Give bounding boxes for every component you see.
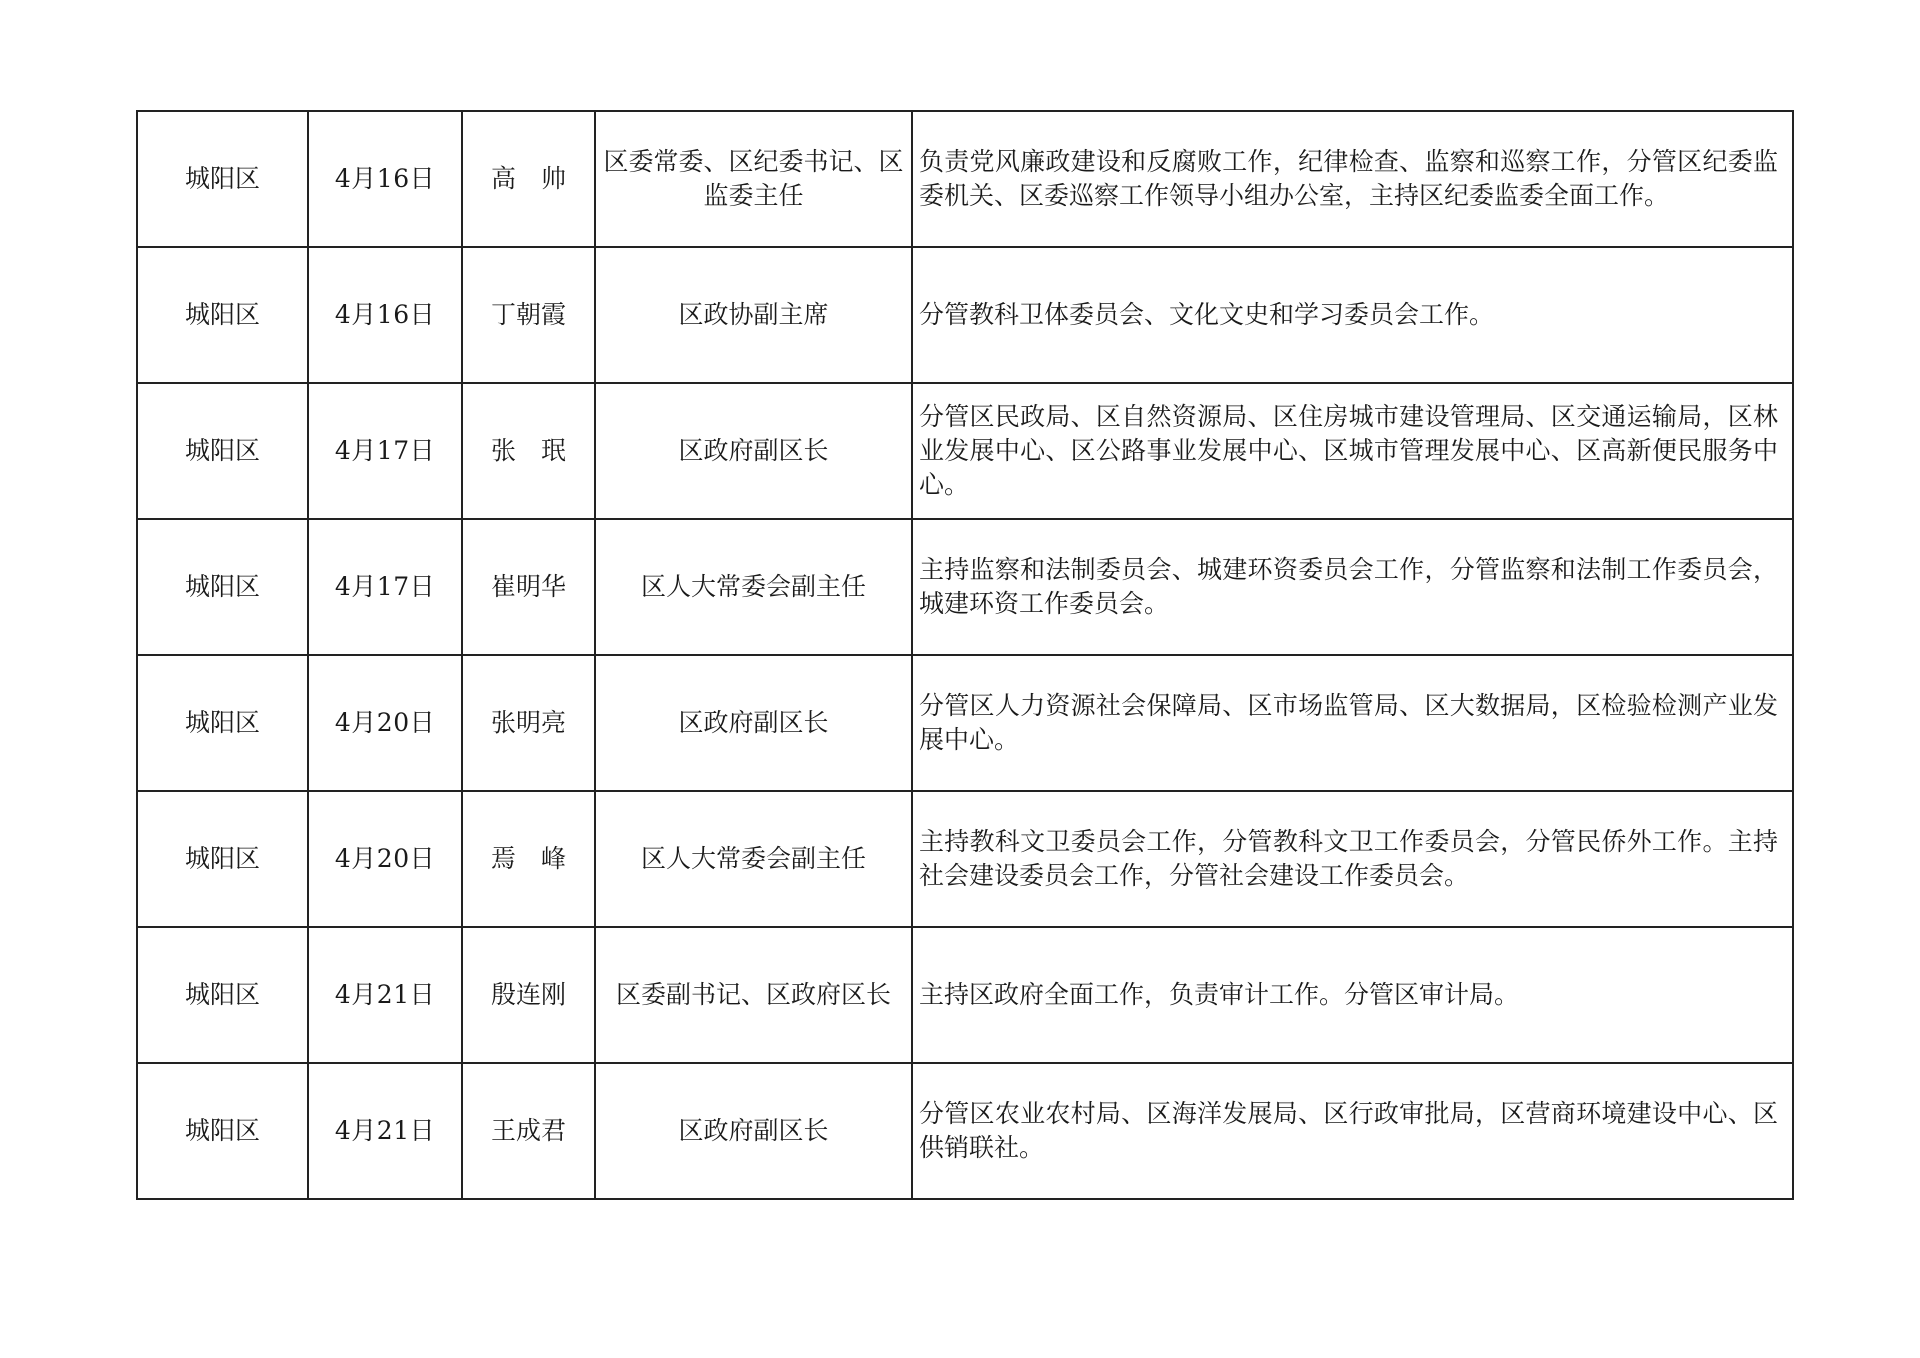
post-cell: 区政协副主席 <box>595 247 912 383</box>
district-cell: 城阳区 <box>137 383 308 519</box>
post-cell: 区委常委、区纪委书记、区监委主任 <box>595 111 912 247</box>
district-cell: 城阳区 <box>137 247 308 383</box>
district-cell: 城阳区 <box>137 927 308 1063</box>
date-cell: 4月20日 <box>308 791 462 927</box>
table-row <box>137 519 1793 655</box>
schedule-table <box>136 110 1794 1200</box>
table-row <box>137 791 1793 927</box>
duties-cell: 分管教科卫体委员会、文化文史和学习委员会工作。 <box>912 247 1793 383</box>
date-cell: 4月17日 <box>308 519 462 655</box>
district-cell: 城阳区 <box>137 519 308 655</box>
duties-cell: 负责党风廉政建设和反腐败工作，纪律检查、监察和巡察工作，分管区纪委监委机关、区委巡察工作领导小组办公室，主持区纪委监委全面工作。 <box>912 111 1793 247</box>
post-cell: 区人大常委会副主任 <box>595 519 912 655</box>
duties-cell: 主持教科文卫委员会工作，分管教科文卫工作委员会，分管民侨外工作。主持社会建设委员会工作，分管社会建设工作委员会。 <box>912 791 1793 927</box>
date-cell: 4月16日 <box>308 111 462 247</box>
name-cell: 张明亮 <box>462 655 595 791</box>
district-cell: 城阳区 <box>137 111 308 247</box>
table-row <box>137 927 1793 1063</box>
name-cell: 丁朝霞 <box>462 247 595 383</box>
name-cell: 崔明华 <box>462 519 595 655</box>
post-cell: 区委副书记、区政府区长 <box>595 927 912 1063</box>
name-cell: 王成君 <box>462 1063 595 1199</box>
district-cell: 城阳区 <box>137 791 308 927</box>
district-cell: 城阳区 <box>137 655 308 791</box>
date-cell: 4月16日 <box>308 247 462 383</box>
table-row <box>137 655 1793 791</box>
post-cell: 区人大常委会副主任 <box>595 791 912 927</box>
date-cell: 4月21日 <box>308 927 462 1063</box>
name-cell: 殷连刚 <box>462 927 595 1063</box>
table-row <box>137 247 1793 383</box>
duties-cell: 主持区政府全面工作，负责审计工作。分管区审计局。 <box>912 927 1793 1063</box>
table-row <box>137 111 1793 247</box>
duties-cell: 分管区农业农村局、区海洋发展局、区行政审批局，区营商环境建设中心、区供销联社。 <box>912 1063 1793 1199</box>
duties-cell: 分管区人力资源社会保障局、区市场监管局、区大数据局，区检验检测产业发展中心。 <box>912 655 1793 791</box>
duties-cell: 主持监察和法制委员会、城建环资委员会工作，分管监察和法制工作委员会，城建环资工作委员会。 <box>912 519 1793 655</box>
name-cell: 张 珉 <box>462 383 595 519</box>
post-cell: 区政府副区长 <box>595 1063 912 1199</box>
duties-cell: 分管区民政局、区自然资源局、区住房城市建设管理局、区交通运输局，区林业发展中心、区公路事业发展中心、区城市管理发展中心、区高新便民服务中心。 <box>912 383 1793 519</box>
name-cell: 高 帅 <box>462 111 595 247</box>
post-cell: 区政府副区长 <box>595 655 912 791</box>
date-cell: 4月21日 <box>308 1063 462 1199</box>
district-cell: 城阳区 <box>137 1063 308 1199</box>
post-cell: 区政府副区长 <box>595 383 912 519</box>
date-cell: 4月17日 <box>308 383 462 519</box>
date-cell: 4月20日 <box>308 655 462 791</box>
table-row <box>137 1063 1793 1199</box>
name-cell: 焉 峰 <box>462 791 595 927</box>
table-row <box>137 383 1793 519</box>
